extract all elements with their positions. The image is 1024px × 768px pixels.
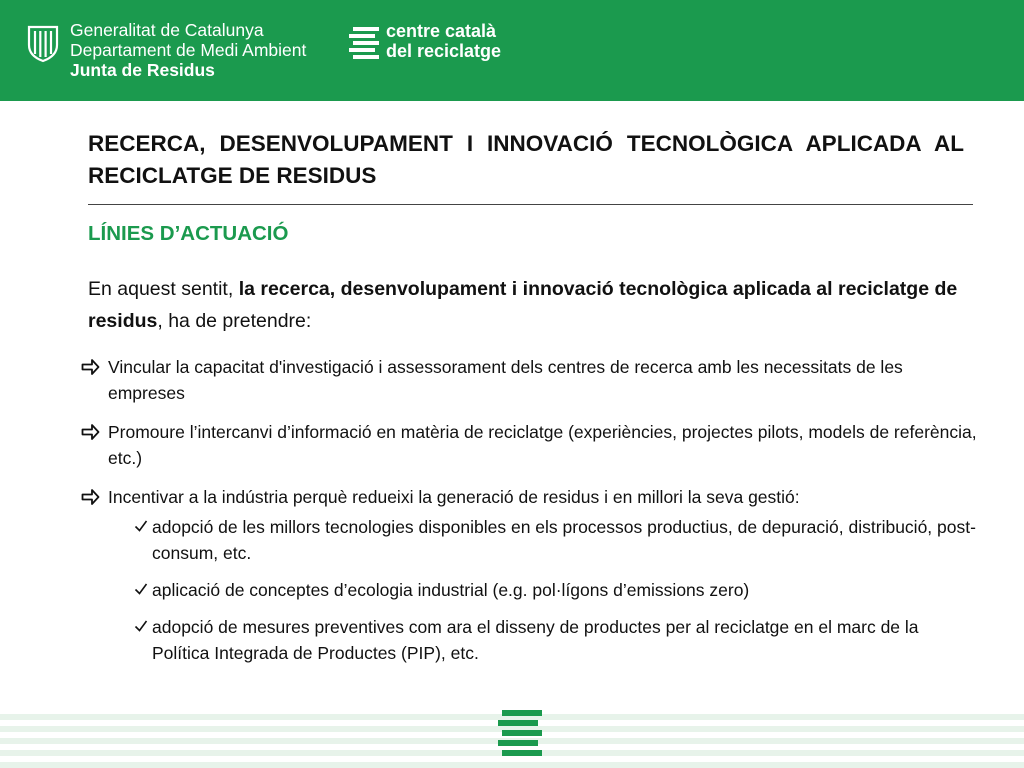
checkmark-icon [134, 519, 148, 533]
generalitat-crest-icon [26, 23, 60, 63]
intro-bold: la recerca, desenvolupament i innovació tecnològica aplicada al reciclatge de residus [88, 278, 958, 332]
centre-catala-reciclatge-footer-logo-icon [498, 708, 544, 758]
arrow-right-icon [80, 488, 100, 506]
intro-paragraph [88, 273, 968, 337]
header-band [0, 0, 1024, 101]
org-line-1: Generalitat de Catalunya [70, 20, 264, 40]
checkmark-icon [134, 582, 148, 596]
sub-list-item [108, 577, 978, 603]
centre-name [386, 21, 501, 61]
org-line-3: Junta de Residus [70, 60, 215, 80]
sub-bullet-text: adopció de les millors tecnologies disponibles en els processos productius, de depuració, distribució, post-consum, etc. [152, 517, 976, 563]
section-heading: LÍNIES D’ACTUACIÓ [88, 222, 289, 245]
list-item [78, 484, 978, 666]
sub-list-item [108, 614, 978, 666]
sub-list-item [108, 514, 978, 566]
sub-bullet-list [108, 514, 978, 666]
centre-catala-reciclatge-logo-icon [349, 27, 379, 59]
list-item [78, 419, 978, 471]
slide-title: RECERCA, DESENVOLUPAMENT I INNOVACIÓ TECNOLÒGICA APLICADA AL RECICLATGE DE RESIDUS [88, 131, 964, 188]
list-item [78, 354, 978, 406]
bullet-text: Vincular la capacitat d'investigació i assessorament dels centres de recerca amb les necessitats de les empreses [108, 357, 903, 403]
sub-bullet-text: adopció de mesures preventives com ara el disseny de productes per al reciclatge en el marc de la Política Integrada de Productes (PIP), etc. [152, 617, 919, 663]
arrow-right-icon [80, 358, 100, 376]
sub-bullet-text: aplicació de conceptes d’ecologia industrial (e.g. pol·lígons d’emissions zero) [152, 580, 750, 600]
checkmark-icon [134, 619, 148, 633]
intro-suffix: , ha de pretendre: [157, 310, 312, 332]
arrow-right-icon [80, 423, 100, 441]
bullet-list [78, 354, 978, 677]
centre-line-2: del reciclatge [386, 41, 502, 61]
intro-prefix: En aquest sentit, [88, 278, 239, 300]
centre-line-1: centre català [386, 21, 497, 41]
bullet-text: Promoure l’intercanvi d’informació en matèria de reciclatge (experiències, projectes pilots, models de referència, etc.) [108, 422, 977, 468]
organization-name [70, 20, 306, 80]
title-divider [88, 204, 973, 205]
bullet-text: Incentivar a la indústria perquè redueixi la generació de residus i en millori la seva gestió: [108, 487, 800, 507]
org-line-2: Departament de Medi Ambient [70, 40, 307, 60]
